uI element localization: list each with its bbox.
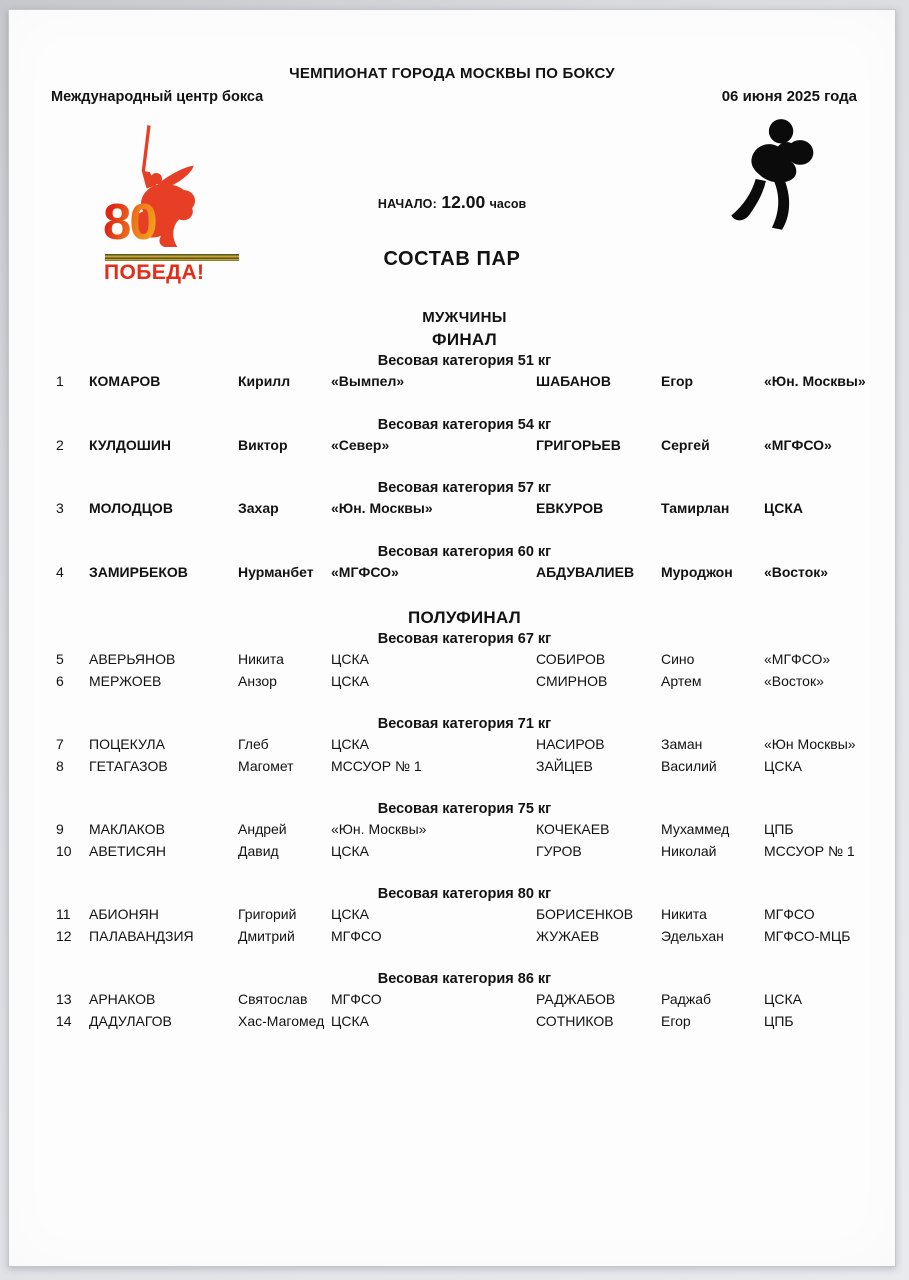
- red-corner-club: ЦСКА: [331, 651, 369, 667]
- stage-sections: [56, 328, 873, 1032]
- group-rows: [56, 904, 873, 947]
- blue-corner-club: МССУОР № 1: [764, 842, 855, 859]
- blue-corner-club: «МГФСО»: [764, 436, 832, 453]
- blue-corner-surname: СМИРНОВ: [536, 672, 608, 689]
- red-corner-name: Глеб: [238, 736, 269, 752]
- pair-number: 6: [56, 672, 64, 689]
- group-rows: [56, 819, 873, 862]
- red-corner-surname: АРНАКОВ: [89, 991, 156, 1007]
- event-date: 06 июня 2025 года: [721, 88, 857, 105]
- blue-corner-surname: НАСИРОВ: [536, 736, 605, 752]
- pairs-heading: СОСТАВ ПАР: [383, 248, 521, 270]
- stage-groups: [56, 629, 873, 1032]
- pair-number: 9: [56, 821, 64, 837]
- blue-corner-surname: СОБИРОВ: [536, 651, 606, 667]
- red-corner-surname: МЕРЖОЕВ: [89, 672, 162, 689]
- group-rows: [56, 498, 873, 520]
- red-corner-surname: АБИОНЯН: [89, 906, 159, 922]
- blue-corner-club: «Восток»: [764, 563, 829, 580]
- group-rows: [56, 989, 873, 1032]
- pair-row: [56, 671, 873, 693]
- pair-row: [56, 435, 873, 457]
- weight-group: [56, 478, 873, 520]
- red-corner-club: МГФСО: [331, 927, 382, 944]
- red-corner-name: Дмитрий: [238, 927, 295, 944]
- stage-title: ФИНАЛ: [432, 330, 497, 349]
- red-corner-surname: КУЛДОШИН: [89, 436, 171, 453]
- venue-label: Международный центр бокса: [51, 89, 264, 105]
- blue-corner-surname: КОЧЕКАЕВ: [536, 821, 610, 837]
- blue-corner-name: Никита: [661, 906, 707, 922]
- red-corner-name: Хас-Магомед: [238, 1012, 325, 1029]
- red-corner-club: «Вымпел»: [331, 373, 405, 389]
- victory-caption: ПОБЕДА!: [104, 261, 205, 284]
- blue-corner-club: «МГФСО»: [764, 651, 831, 667]
- pair-row: [56, 562, 873, 584]
- pair-row: [56, 819, 873, 841]
- blue-corner-name: Егор: [661, 1012, 691, 1029]
- blue-corner-surname: ШАБАНОВ: [536, 373, 611, 389]
- weight-category: Весовая категория 75 кг: [377, 801, 552, 817]
- boxer-pictogram-icon: [717, 114, 839, 248]
- red-corner-club: ЦСКА: [331, 736, 369, 752]
- blue-corner-name: Эдельхан: [661, 927, 724, 944]
- weight-group: [56, 629, 873, 692]
- pair-number: 8: [56, 757, 64, 774]
- pair-row: [56, 498, 873, 520]
- red-corner-surname: ГЕТАГАЗОВ: [89, 757, 168, 774]
- red-corner-club: «Юн. Москвы»: [331, 821, 427, 837]
- weight-category: Весовая категория 86 кг: [377, 971, 552, 987]
- red-corner-surname: МОЛОДЦОВ: [89, 500, 173, 516]
- pair-number: 13: [56, 991, 72, 1007]
- group-rows: [56, 649, 873, 692]
- pair-number: 4: [56, 563, 64, 580]
- document-header: [9, 10, 895, 308]
- weight-category: Весовая категория 54 кг: [377, 416, 552, 433]
- blue-corner-surname: РАДЖАБОВ: [536, 991, 616, 1007]
- stage-section: [56, 606, 873, 1032]
- pair-number: 11: [56, 906, 71, 922]
- document-sheet: [8, 9, 896, 1267]
- weight-category: Весовая категория 67 кг: [377, 631, 552, 647]
- red-corner-name: Виктор: [238, 436, 288, 453]
- red-corner-name: Андрей: [238, 821, 287, 837]
- blue-corner-club: «Юн. Москвы»: [764, 373, 866, 389]
- pair-number: 2: [56, 436, 64, 453]
- blue-corner-name: Мухаммед: [661, 821, 730, 837]
- red-corner-club: «МГФСО»: [331, 563, 399, 580]
- stage-title: ПОЛУФИНАЛ: [408, 608, 521, 627]
- red-corner-surname: ЗАМИРБЕКОВ: [89, 563, 188, 580]
- group-rows: [56, 371, 873, 393]
- red-corner-surname: АВЕРЬЯНОВ: [89, 651, 176, 667]
- blue-corner-surname: ЗАЙЦЕВ: [536, 757, 593, 774]
- red-corner-surname: КОМАРОВ: [89, 373, 161, 389]
- start-time-line: [9, 192, 895, 213]
- red-corner-club: «Север»: [331, 436, 390, 453]
- pair-row: [56, 1011, 873, 1033]
- blue-corner-surname: ГУРОВ: [536, 842, 582, 859]
- red-corner-name: Захар: [238, 500, 279, 516]
- pair-number: 10: [56, 842, 72, 859]
- pair-row: [56, 926, 873, 948]
- blue-corner-club: ЦСКА: [764, 757, 802, 774]
- stage-groups: [56, 351, 873, 583]
- red-corner-name: Давид: [238, 842, 279, 859]
- blue-corner-name: Егор: [661, 373, 694, 389]
- blue-corner-name: Николай: [661, 842, 717, 859]
- red-corner-surname: ПОЦЕКУЛА: [89, 736, 165, 752]
- blue-corner-club: ЦСКА: [764, 991, 802, 1007]
- pair-number: 7: [56, 736, 64, 752]
- blue-corner-surname: АБДУВАЛИЕВ: [536, 563, 635, 580]
- weight-category: Весовая категория 71 кг: [377, 716, 552, 732]
- weight-group: [56, 351, 873, 393]
- blue-corner-club: ЦПБ: [764, 1012, 794, 1029]
- red-corner-club: МГФСО: [331, 991, 382, 1007]
- pair-row: [56, 734, 873, 756]
- pair-number: 3: [56, 500, 64, 516]
- blue-corner-name: Василий: [661, 757, 717, 774]
- weight-group: [56, 799, 873, 862]
- red-corner-surname: АВЕТИСЯН: [89, 842, 166, 859]
- start-units: часов: [489, 197, 527, 211]
- red-corner-name: Святослав: [238, 991, 308, 1007]
- blue-corner-name: Муроджон: [661, 563, 733, 580]
- red-corner-name: Григорий: [238, 906, 297, 922]
- blue-corner-surname: ЕВКУРОВ: [536, 500, 604, 516]
- blue-corner-surname: БОРИСЕНКОВ: [536, 906, 634, 922]
- weight-group: [56, 969, 873, 1032]
- blue-corner-club: ЦПБ: [764, 821, 794, 837]
- red-corner-club: «Юн. Москвы»: [331, 500, 433, 516]
- weight-group: [56, 415, 873, 457]
- blue-corner-name: Тамирлан: [661, 500, 730, 516]
- blue-corner-club: «Юн Москвы»: [764, 736, 856, 752]
- red-corner-surname: МАКЛАКОВ: [89, 821, 165, 837]
- red-corner-surname: ПАЛАВАНДЗИЯ: [89, 927, 194, 944]
- weight-category: Весовая категория 57 кг: [377, 480, 552, 496]
- red-corner-name: Магомет: [238, 757, 294, 774]
- weight-group: [56, 884, 873, 947]
- blue-corner-club: МГФСО-МЦБ: [764, 927, 851, 944]
- pairs-list: [9, 308, 895, 1032]
- red-corner-name: Никита: [238, 651, 284, 667]
- blue-corner-name: Артем: [661, 672, 702, 689]
- red-corner-name: Нурманбет: [238, 563, 314, 580]
- gender-heading: МУЖЧИНЫ: [422, 309, 507, 326]
- pair-row: [56, 989, 873, 1011]
- pair-number: 1: [56, 373, 64, 389]
- pair-row: [56, 904, 873, 926]
- weight-group: [56, 714, 873, 777]
- weight-category: Весовая категория 51 кг: [377, 353, 552, 369]
- stage-section: [56, 328, 873, 583]
- weight-group: [56, 542, 873, 584]
- red-corner-surname: ДАДУЛАГОВ: [89, 1012, 172, 1029]
- blue-corner-club: ЦСКА: [764, 500, 803, 516]
- red-corner-name: Анзор: [238, 672, 277, 689]
- group-rows: [56, 435, 873, 457]
- blue-corner-surname: ЖУЖАЕВ: [536, 927, 600, 944]
- pair-number: 14: [56, 1012, 72, 1029]
- blue-corner-surname: ГРИГОРЬЕВ: [536, 436, 621, 453]
- red-corner-club: ЦСКА: [331, 842, 369, 859]
- pair-row: [56, 841, 873, 863]
- weight-category: Весовая категория 60 кг: [377, 543, 552, 560]
- blue-corner-club: МГФСО: [764, 906, 815, 922]
- pair-row: [56, 756, 873, 778]
- start-label: НАЧАЛО:: [377, 197, 437, 211]
- red-corner-name: Кирилл: [238, 373, 291, 389]
- red-corner-club: ЦСКА: [331, 1012, 369, 1029]
- red-corner-club: МССУОР № 1: [331, 757, 422, 774]
- pair-number: 12: [56, 927, 72, 944]
- blue-corner-name: Заман: [661, 736, 703, 752]
- document-title: ЧЕМПИОНАТ ГОРОДА МОСКВЫ ПО БОКСУ: [289, 65, 615, 82]
- blue-corner-name: Раджаб: [661, 991, 711, 1007]
- group-rows: [56, 734, 873, 777]
- blue-corner-club: «Восток»: [764, 672, 824, 689]
- blue-corner-name: Сино: [661, 651, 695, 667]
- start-time-value: 12.00: [441, 192, 486, 212]
- pair-row: [56, 371, 873, 393]
- red-corner-club: ЦСКА: [331, 672, 369, 689]
- weight-category: Весовая категория 80 кг: [377, 886, 552, 902]
- red-corner-club: ЦСКА: [331, 906, 369, 922]
- blue-corner-surname: СОТНИКОВ: [536, 1012, 614, 1029]
- anniversary-number: 80: [103, 193, 156, 250]
- pair-number: 5: [56, 651, 64, 667]
- pair-row: [56, 649, 873, 671]
- blue-corner-name: Сергей: [661, 436, 710, 453]
- group-rows: [56, 562, 873, 584]
